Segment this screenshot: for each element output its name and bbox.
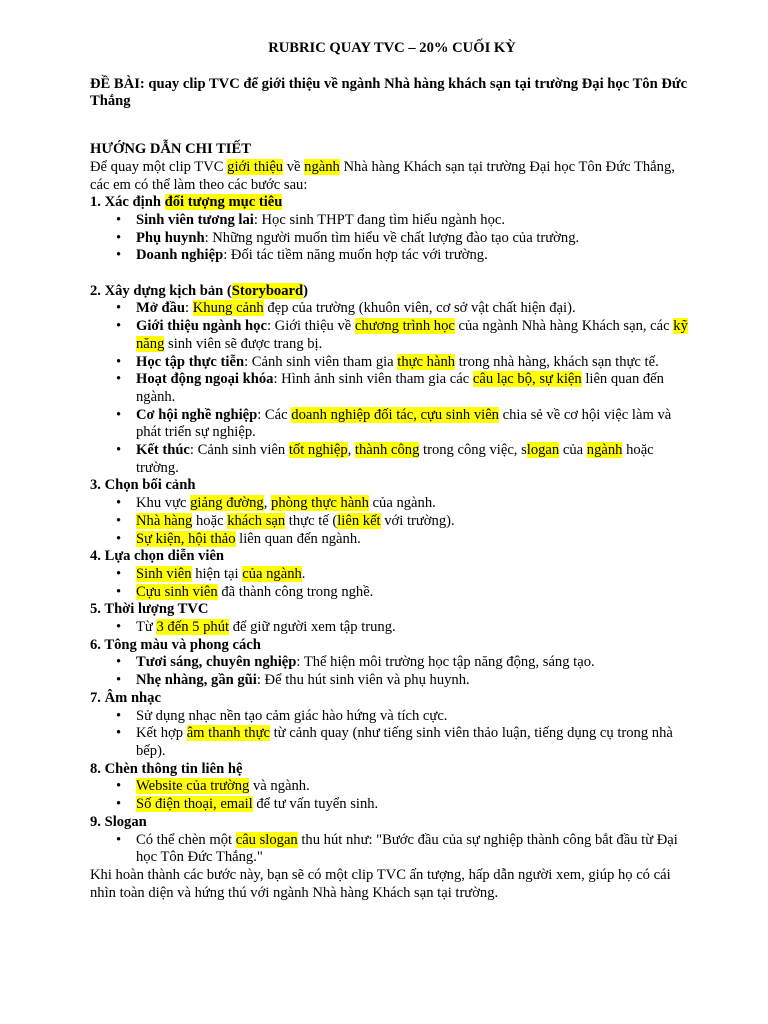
highlight: 3 đến 5 phút <box>156 619 230 636</box>
intro-paragraph: Để quay một clip TVC giới thiệu về ngành Nhà hàng Khách sạn tại trường Đại học Tôn Đức Thắng, các em có thể làm theo các bước sau: <box>90 158 675 193</box>
highlight: của ngành <box>242 565 302 582</box>
highlight: thực hành <box>397 353 456 370</box>
list-item: • Hoạt động ngoại khóa: Hình ảnh sinh viên tham gia các câu lạc bộ, sự kiện liên quan đến ngành. <box>136 371 694 406</box>
highlight: Khung cảnh <box>192 300 264 317</box>
highlight: giảng đường <box>190 495 264 512</box>
list-item: • Sử dụng nhạc nền tạo cảm giác hào hứng và tích cực. <box>136 708 694 726</box>
assignment-prompt: ĐỀ BÀI: quay clip TVC để giới thiệu về ngành Nhà hàng khách sạn tại trường Đại học Tôn Đức Thắng <box>90 75 688 110</box>
section-1-heading: 1. Xác định đối tượng mục tiêu <box>90 194 283 211</box>
guide-heading: HƯỚNG DẪN CHI TIẾT <box>90 141 251 158</box>
section-8-heading: 8. Chèn thông tin liên hệ <box>90 760 243 777</box>
highlight: thành công <box>354 442 420 459</box>
list-item: • Cựu sinh viên đã thành công trong nghề. <box>136 584 694 602</box>
document-title: RUBRIC QUAY TVC – 20% CUỐI KỲ <box>268 40 516 56</box>
highlight: tốt nghiệp <box>288 442 348 459</box>
list-item: • Sinh viên hiện tại của ngành. <box>136 566 694 584</box>
section-2-list <box>90 300 694 477</box>
section-8-list <box>90 778 694 813</box>
highlight: khách sạn <box>227 512 286 529</box>
section-7-heading: 7. Âm nhạc <box>90 689 161 706</box>
section-4-list <box>90 566 694 601</box>
list-item: • Số điện thoại, email để tư vấn tuyển sinh. <box>136 796 694 814</box>
section-3-heading: 3. Chọn bối cảnh <box>90 477 196 494</box>
list-item: • Doanh nghiệp: Đối tác tiềm năng muốn hợp tác với trường. <box>136 247 694 265</box>
highlight: chương trình học <box>354 318 455 335</box>
section-5-heading: 5. Thời lượng TVC <box>90 601 209 618</box>
highlight: Số điện thoại, email <box>136 796 253 813</box>
highlight: ngành <box>586 442 623 459</box>
list-item: • Tươi sáng, chuyên nghiệp: Thể hiện môi trường học tập năng động, sáng tạo. <box>136 654 694 672</box>
list-item: • Kết hợp âm thanh thực từ cảnh quay (như tiếng sinh viên thảo luận, tiếng dụng cụ trong nhà bếp). <box>136 725 694 760</box>
section-9-list <box>90 832 694 867</box>
highlight: Sự kiện, hội thảo <box>136 530 236 547</box>
highlight: đối tượng mục tiêu <box>164 194 283 211</box>
highlight: câu slogan <box>235 831 298 848</box>
list-item: • Khu vực giảng đường, phòng thực hành của ngành. <box>136 495 694 513</box>
list-item: • Giới thiệu ngành học: Giới thiệu về chương trình học của ngành Nhà hàng Khách sạn, các kỹ năng sinh viên sẽ được trang bị. <box>136 318 694 353</box>
section-6-heading: 6. Tông màu và phong cách <box>90 636 261 653</box>
list-item: • Sự kiện, hội thảo liên quan đến ngành. <box>136 531 694 549</box>
section-1-list <box>90 212 694 265</box>
list-item: • Mở đầu: Khung cảnh đẹp của trường (khuôn viên, cơ sở vật chất hiện đại). <box>136 300 694 318</box>
highlight: phòng thực hành <box>271 495 369 512</box>
highlight: logan <box>526 442 560 459</box>
section-4-heading: 4. Lựa chọn diễn viên <box>90 548 225 565</box>
list-item: • Nhà hàng hoặc khách sạn thực tế (liên kết với trường). <box>136 513 694 531</box>
section-5-list <box>90 619 694 637</box>
conclusion-paragraph: Khi hoàn thành các bước này, bạn sẽ có một clip TVC ấn tượng, hấp dẫn người xem, giúp họ có cái nhìn toàn diện và hứng thú với ngành Nhà hàng Khách sạn tại trường. <box>90 866 671 901</box>
highlight: kỹ năng <box>136 318 688 352</box>
highlight: Website của trường <box>136 778 250 795</box>
list-item: • Sinh viên tương lai: Học sinh THPT đang tìm hiểu ngành học. <box>136 212 694 230</box>
highlight: Sinh viên <box>136 565 192 582</box>
section-3-list <box>90 495 694 548</box>
list-item: • Website của trường và ngành. <box>136 778 694 796</box>
section-7-list <box>90 708 694 761</box>
highlight: âm thanh thực <box>186 725 270 742</box>
section-2-heading: 2. Xây dựng kịch bản (Storyboard) <box>90 282 308 299</box>
section-6-list <box>90 654 694 689</box>
list-item: • Học tập thực tiễn: Cảnh sinh viên tham gia thực hành trong nhà hàng, khách sạn thực tế. <box>136 354 694 372</box>
list-item: • Kết thúc: Cảnh sinh viên tốt nghiệp, thành công trong công việc, slogan của ngành hoặc trường. <box>136 442 694 477</box>
highlight: câu lạc bộ, sự kiện <box>472 371 582 388</box>
highlight: doanh nghiệp đối tác, cựu sinh viên <box>291 406 499 423</box>
section-9-heading: 9. Slogan <box>90 813 147 830</box>
list-item: • Cơ hội nghề nghiệp: Các doanh nghiệp đối tác, cựu sinh viên chia sẻ về cơ hội việc làm và phát triển sự nghiệp. <box>136 407 694 442</box>
list-item: • Phụ huynh: Những người muốn tìm hiểu về chất lượng đào tạo của trường. <box>136 230 694 248</box>
list-item: • Có thể chèn một câu slogan thu hút như: "Bước đầu của sự nghiệp thành công bắt đầu từ Đại học Tôn Đức Thắng." <box>136 832 694 867</box>
highlight: ngành <box>304 158 340 175</box>
highlight: Cựu sinh viên <box>136 583 218 600</box>
highlight: Nhà hàng <box>136 512 193 529</box>
highlight: Storyboard <box>231 282 304 299</box>
document-page <box>90 40 694 902</box>
list-item: • Nhẹ nhàng, gần gũi: Để thu hút sinh viên và phụ huynh. <box>136 672 694 690</box>
highlight: liên kết <box>337 512 381 529</box>
list-item: • Từ 3 đến 5 phút để giữ người xem tập trung. <box>136 619 694 637</box>
highlight: giới thiệu <box>227 158 284 175</box>
spacer <box>90 265 694 283</box>
